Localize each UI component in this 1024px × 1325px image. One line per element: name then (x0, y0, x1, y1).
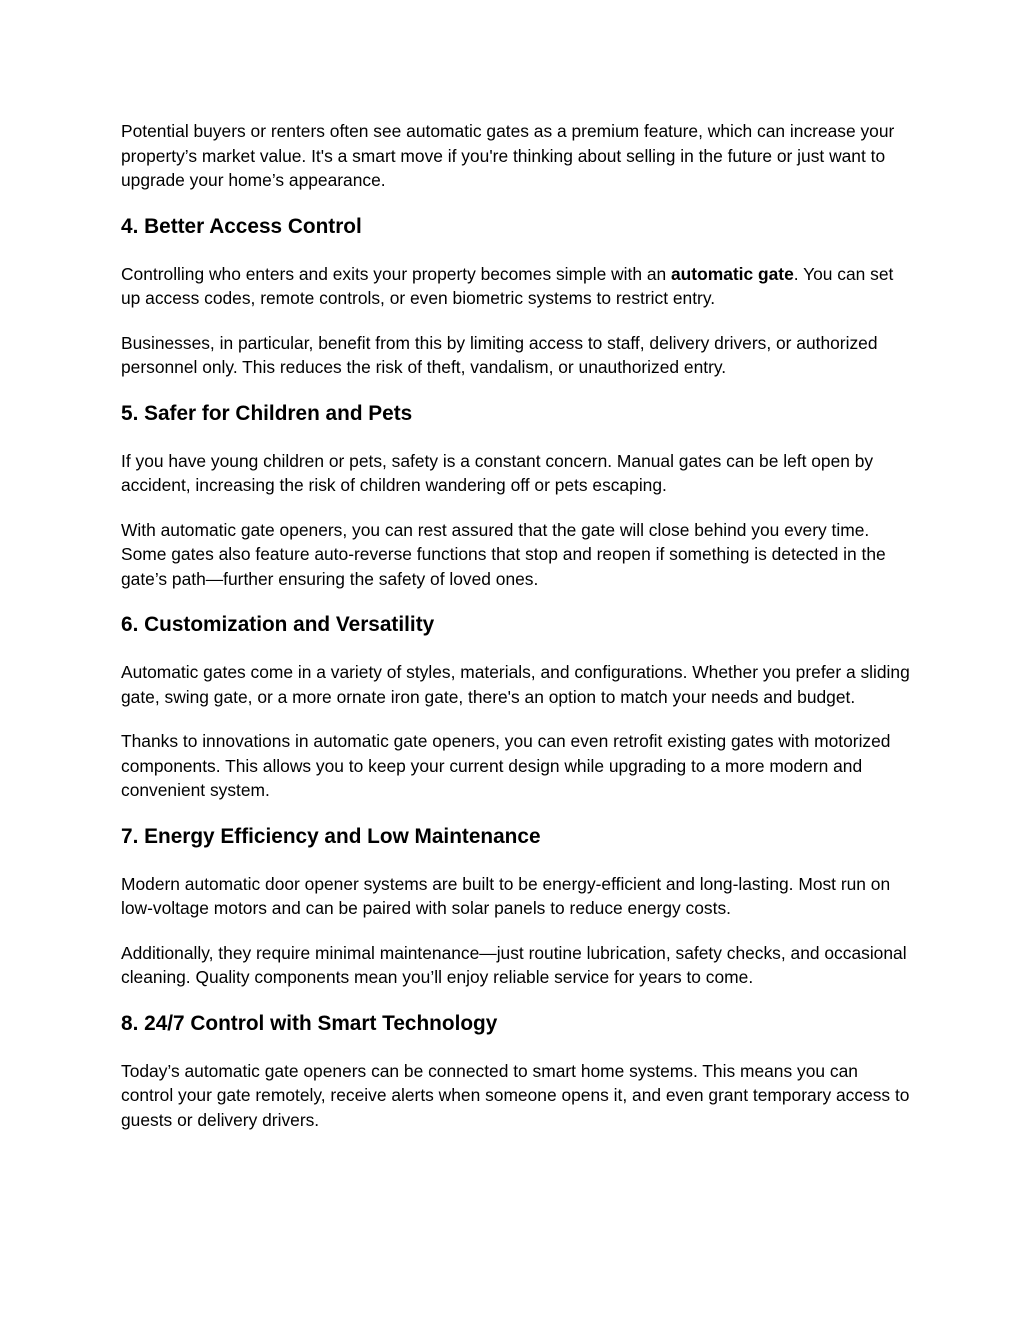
section-heading: 8. 24/7 Control with Smart Technology (121, 1011, 498, 1035)
section-paragraph: If you have young children or pets, safety is a constant concern. Manual gates can be left open by accident, increasing the risk of children wandering off or pets escaping. (121, 450, 874, 495)
section-better-access-control (121, 213, 911, 380)
bold-text: automatic gate (671, 263, 794, 284)
paragraph-text: Controlling who enters and exits your property becomes simple with an (121, 263, 672, 284)
section-paragraph: Additionally, they require minimal maintenance—just routine lubrication, safety checks, and occasional cleaning. Quality components mean you’ll enjoy reliable service for years to come. (121, 942, 907, 987)
document-page (121, 119, 911, 1152)
section-paragraph: Modern automatic door opener systems are built to be energy-efficient and long-lasting. Most run on low-voltage motors and can be paired with solar panels to reduce energy costs. (121, 873, 891, 918)
section-paragraph: Automatic gates come in a variety of styles, materials, and configurations. Whether you prefer a sliding gate, swing gate, or a more ornate iron gate, there's an option to match your needs and budget. (121, 662, 910, 707)
section-paragraph: With automatic gate openers, you can rest assured that the gate will close behind you every time. Some gates also feature auto-reverse functions that stop and reopen if something is detected in the gate’s path—further ensuring the safety of loved ones. (121, 519, 886, 589)
paragraph-text: . You can set up access codes, remote controls, or even biometric systems to restrict entry. (121, 263, 894, 308)
section-customization-versatility (121, 611, 911, 803)
section-paragraph: Today’s automatic gate openers can be connected to smart home systems. This means you can control your gate remotely, receive alerts when someone opens it, and even grant temporary access to guests or delivery drivers. (121, 1060, 910, 1130)
section-safer-children-pets (121, 400, 911, 592)
section-paragraph (121, 262, 911, 311)
section-paragraph: Thanks to innovations in automatic gate openers, you can even retrofit existing gates with motorized components. This allows you to keep your current design while upgrading to a more modern and convenient system. (121, 731, 891, 800)
section-paragraph: Businesses, in particular, benefit from this by limiting access to staff, delivery drivers, or authorized personnel only. This reduces the risk of theft, vandalism, or unauthorized entry. (121, 332, 878, 377)
intro-paragraph: Potential buyers or renters often see automatic gates as a premium feature, which can increase your property’s market value. It's a smart move if you're thinking about selling in the future or just want to upgrade your home’s appearance. (121, 121, 895, 190)
section-heading: 7. Energy Efficiency and Low Maintenance (121, 824, 541, 848)
section-heading: 6. Customization and Versatility (121, 613, 435, 636)
section-smart-technology (121, 1010, 911, 1133)
section-energy-efficiency (121, 823, 911, 990)
section-heading: 4. Better Access Control (121, 214, 362, 238)
section-heading: 5. Safer for Children and Pets (121, 401, 413, 425)
